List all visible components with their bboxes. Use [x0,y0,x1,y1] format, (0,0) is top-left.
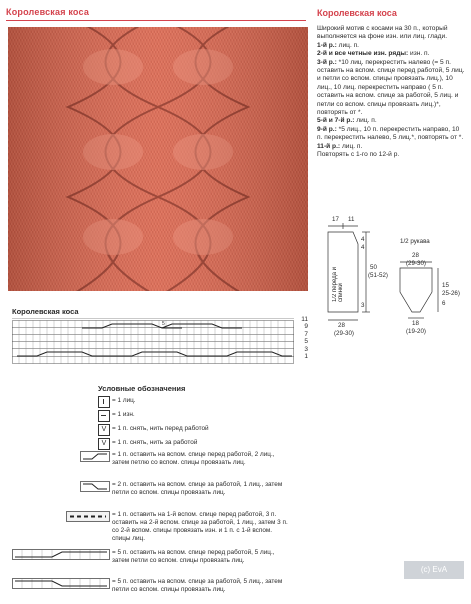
row-number: 7 [304,330,308,338]
chart-inner-label: 5 [162,321,165,327]
row-number: 3 [304,345,308,353]
knit-stitch-icon [98,396,110,408]
schema-t2: 4 [361,244,365,251]
pattern-title: Королевская коса [317,8,397,18]
schema-height1: 50 [370,264,377,271]
schema-t1: 4 [361,236,365,243]
legend-item: = 2 п. оставить на вспом. спице за работой, 1 лиц., затем петли со вспом. спицы провязать лиц. [112,481,283,496]
watermark: (c) EvA [404,561,464,579]
knitted-sample-photo [8,27,308,291]
cable-right-3-icon [80,481,110,492]
schema-top2: 11 [348,216,355,223]
knitting-chart-grid [12,320,294,364]
row3-label: 3-й р.: [317,58,337,66]
row-number: 11 [301,316,308,323]
legend-item: = 1 п. снять, нить перед работой [112,425,209,432]
chart-row-numbers [296,316,308,360]
page-header-title: Королевская коса [6,7,90,17]
sleeve-h1: 15 [442,282,449,289]
row3-text: *10 лиц. перекрестить налево (= 5 п. оставить на вспом. спице перед работой, 5 лиц. и петли со вспом. спицы провязать лиц.), 10 лиц., 10 лиц. перекрестить направо ( 5 п. оставить на вспом. спице за работой, 5 лиц. и петли со вспом. спицы провязать лиц.)*, повторять от *. [317,58,465,117]
slip-back-icon: V [98,438,110,450]
schema-height2: (51-52) [368,272,388,279]
row11-label: 11-й р.: [317,142,341,150]
cable-5-stitch-icon [66,511,110,522]
row-number: 5 [304,338,308,346]
slip-front-icon: V [98,424,110,436]
cable-left-3-icon [80,451,110,462]
even-rows-label: 2-й и все четные изн. ряды: [317,50,409,58]
sleeve-h3: 6 [442,300,446,307]
purl-stitch-icon [98,410,110,422]
schema-bottom1: 28 [338,322,345,329]
row-number: 1 [304,353,308,361]
row1-text: лиц. п. [336,41,360,49]
even-rows-text: изн. п. [408,50,430,58]
cable-10-right-icon [12,578,110,589]
schema-b1: 3 [361,302,365,309]
chart-divider [12,318,294,319]
cable-10-left-icon [12,549,110,560]
legend-item: = 1 лиц. [112,397,136,404]
schema-top1: 17 [332,216,339,223]
legend-item: = 1 п. снять, нить за работой [112,439,198,446]
row1-label: 1-й р.: [317,41,337,49]
legend-title: Условные обозначения [98,384,186,393]
repeat-text: Повторять с 1-го по 12-й р. [317,151,400,159]
sleeve-h2: 25-26) [442,290,460,297]
intro-text: Широкий мотив с косами на 30 п., который выполняется на фоне изн. или лиц. глади. [317,25,448,41]
garment-schema [318,212,468,342]
sleeve-top2: (29-30) [406,260,426,267]
row-number: 9 [304,323,308,331]
legend-item: = 5 п. оставить на вспом. спице перед работой, 5 лиц., затем петли со вспом. спицы провязать лиц. [112,549,275,564]
row5-7-label: 5-й и 7-й р.: [317,117,355,125]
chart-title: Королевская коса [12,307,79,316]
sleeve-label: 1/2 рукава [400,238,430,245]
row9-text: *5 лиц., 10 п. перекрестить направо, 10 п. перекрестить налево, 5 лиц.*, повторять от *. [317,125,464,142]
sleeve-bottom1: 18 [412,320,419,327]
schema-bottom2: (29-30) [334,330,354,337]
sleeve-top1: 28 [412,252,419,259]
legend-item: = 1 п. оставить на 1-й вспом. спице перед работой, 3 п. оставить на 2-й вспом. спице за работой, 1 лиц., затем 3 п. со 2-й вспом. спицы провязать изн. и 1 п. с 1-й вспом. спицы лиц. [112,511,288,542]
front-back-label: 1/2 переда и спинки [332,267,344,302]
legend-item: = 5 п. оставить на вспом. спице за работой, 5 лиц., затем петли со вспом. спицы провязать лиц. [112,578,283,593]
row5-7-text: лиц. п. [354,117,377,125]
pattern-instructions [317,25,465,160]
header-divider [6,20,306,21]
row9-label: 9-й р.: [317,125,337,133]
legend-item: = 1 п. оставить на вспом. спице перед работой, 2 лиц., затем петлю со вспом. спицы провязать лиц. [112,451,275,466]
knitting-chart [12,320,294,364]
sleeve-bottom2: (19-20) [406,328,426,335]
legend-item: = 1 изн. [112,411,135,418]
row11-text: лиц. п. [340,142,363,150]
